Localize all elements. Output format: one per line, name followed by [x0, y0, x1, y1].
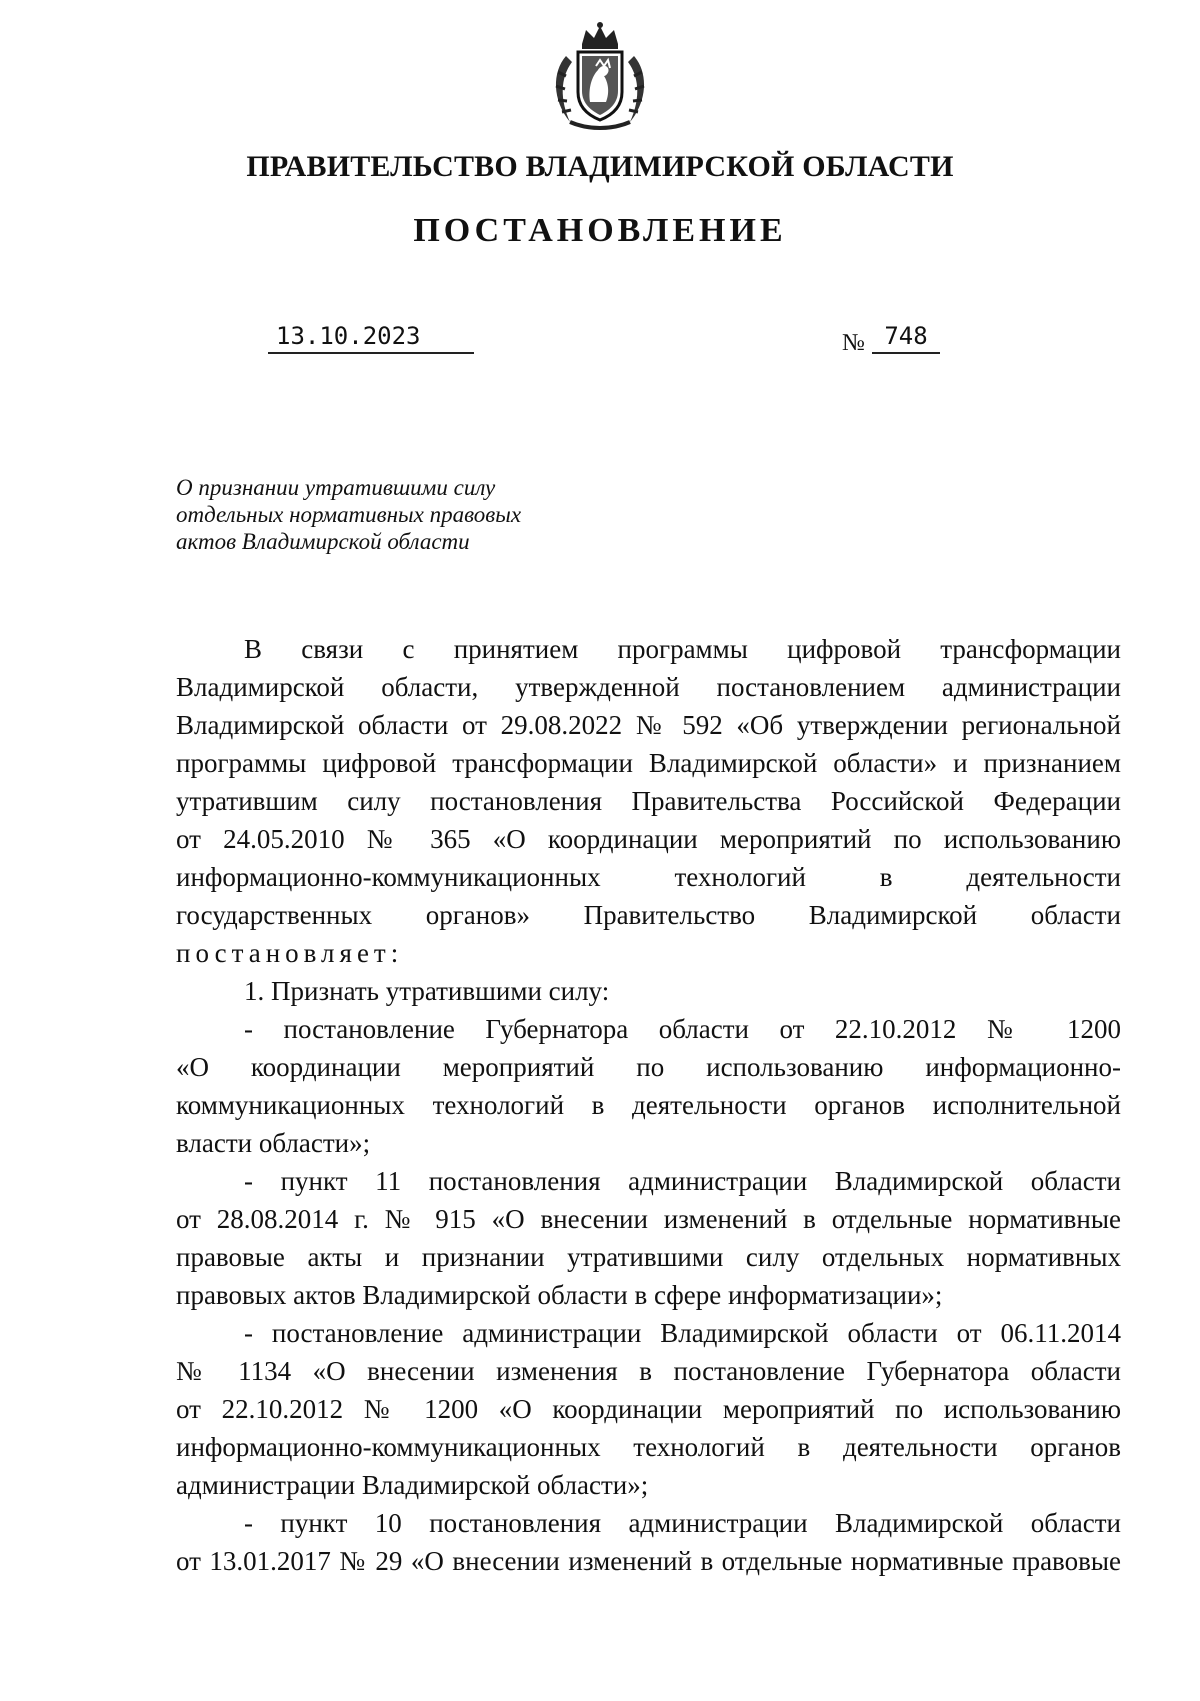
body-line: государственных органов» Правительство Владимирской области [176, 900, 1121, 930]
document-subject [176, 474, 596, 555]
body-line: - пункт 11 постановления администрации Владимирской области [244, 1166, 1121, 1196]
body-line: - пункт 10 постановления администрации Владимирской области [244, 1508, 1121, 1538]
body-line: программы цифровой трансформации Владимирской области» и признанием [176, 748, 1121, 778]
document-body [176, 630, 1121, 1580]
body-line: коммуникационных технологий в деятельности органов исполнительной [176, 1090, 1121, 1120]
document-number: 748 [872, 322, 940, 354]
body-line: от 22.10.2012 № 1200 «О координации мероприятий по использованию [176, 1394, 1121, 1424]
body-line: Владимирской области от 29.08.2022 № 592 «Об утверждении региональной [176, 710, 1121, 740]
subject-line: О признании утратившими силу [176, 475, 496, 500]
body-line: утратившим силу постановления Правительства Российской Федерации [176, 786, 1121, 816]
body-line: - постановление администрации Владимирской области от 06.11.2014 [244, 1318, 1121, 1348]
coat-of-arms-icon [548, 22, 652, 132]
body-line: № 1134 «О внесении изменения в постановление Губернатора области [176, 1356, 1121, 1386]
body-line: от 13.01.2017 № 29 «О внесении изменений в отдельные нормативные правовые [176, 1546, 1121, 1576]
document-date: 13.10.2023 [268, 322, 474, 354]
organization-title: ПРАВИТЕЛЬСТВО ВЛАДИМИРСКОЙ ОБЛАСТИ [246, 150, 954, 183]
body-line: постановляет: [176, 938, 404, 968]
body-line: от 28.08.2014 г. № 915 «О внесении изменений в отдельные нормативные [176, 1204, 1121, 1234]
body-line: В связи с принятием программы цифровой трансформации [244, 634, 1121, 664]
body-line: правовые акты и признании утратившими силу отдельных нормативных [176, 1242, 1121, 1272]
body-line: власти области»; [176, 1128, 371, 1158]
subject-line: отдельных нормативных правовых [176, 502, 522, 527]
body-line: 1. Признать утратившими силу: [244, 976, 610, 1006]
body-line: «О координации мероприятий по использованию информационно- [176, 1052, 1121, 1082]
body-line: правовых актов Владимирской области в сфере информатизации»; [176, 1280, 943, 1310]
body-line: от 24.05.2010 № 365 «О координации мероприятий по использованию [176, 824, 1121, 854]
body-line: Владимирской области, утвержденной постановлением администрации [176, 672, 1121, 702]
body-line: - постановление Губернатора области от 22.10.2012 № 1200 [244, 1014, 1121, 1044]
document-type-title: ПОСТАНОВЛЕНИЕ [413, 212, 787, 249]
body-line: информационно-коммуникационных технологий в деятельности [176, 862, 1121, 892]
number-label: № [842, 330, 865, 356]
subject-line: актов Владимирской области [176, 529, 470, 554]
body-line: администрации Владимирской области»; [176, 1470, 649, 1500]
body-line: информационно-коммуникационных технологий в деятельности органов [176, 1432, 1121, 1462]
